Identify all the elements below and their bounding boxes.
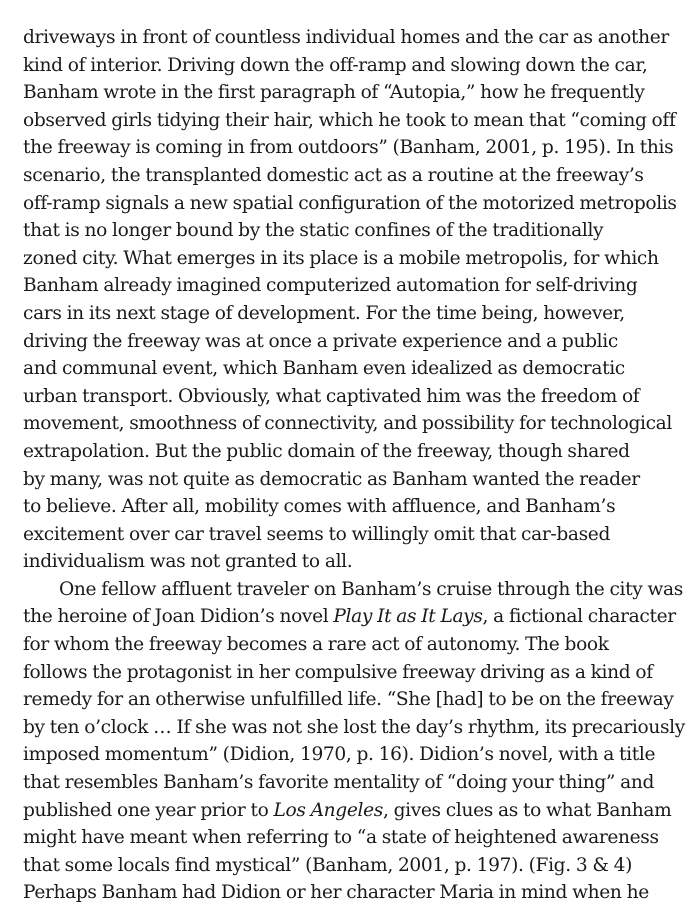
text-segment: , gives clues as to what Banham xyxy=(382,799,672,821)
paragraph-2 xyxy=(23,576,685,907)
text-segment: the freeway is coming in from outdoors” (Banham, 2001, p. 195). In this xyxy=(23,137,674,159)
text-line xyxy=(23,576,683,604)
text-segment: might have meant when referring to “a state of heightened awareness xyxy=(23,827,659,849)
text-line xyxy=(23,355,673,383)
text-line xyxy=(23,217,673,245)
text-line xyxy=(23,659,673,687)
text-line xyxy=(23,162,673,190)
text-line xyxy=(23,631,673,659)
text-line xyxy=(23,824,673,852)
text-segment: excitement over car travel seems to willingly omit that car-based xyxy=(23,523,611,545)
text-segment: off-ramp signals a new spatial configuration of the motorized metropolis xyxy=(23,192,677,214)
text-segment: urban transport. Obviously, what captivated him was the freedom of xyxy=(23,385,640,407)
text-segment: and communal event, which Banham even idealized as democratic xyxy=(23,358,625,380)
text-segment: that resembles Banham’s favorite mentality of “doing your thing” and xyxy=(23,772,655,794)
text-segment: imposed momentum” (Didion, 1970, p. 16). Didion’s novel, with a title xyxy=(23,744,656,766)
text-line xyxy=(23,879,673,907)
text-line xyxy=(23,769,673,797)
text-line xyxy=(23,134,673,162)
text-segment: observed girls tidying their hair, which he took to mean that “coming off xyxy=(23,109,676,131)
text-line xyxy=(23,272,673,300)
text-segment: by ten o’clock … If she was not she lost the day’s rhythm, its precariously xyxy=(23,716,685,738)
text-line xyxy=(23,797,673,825)
text-line xyxy=(23,107,676,135)
text-segment: driving the freeway was at once a private experience and a public xyxy=(23,330,618,352)
text-segment: that some locals find mystical” (Banham, 2001, p. 197). (Fig. 3 & 4) xyxy=(23,854,633,876)
text-line xyxy=(23,493,673,521)
text-segment: , a fictional character xyxy=(482,606,676,628)
text-line xyxy=(23,603,676,631)
text-segment: zoned city. What emerges in its place is a mobile metropolis, for which xyxy=(23,247,659,269)
text-line xyxy=(23,410,673,438)
text-line xyxy=(23,852,673,880)
text-line xyxy=(23,714,685,742)
text-segment: Perhaps Banham had Didion or her character Maria in mind when he xyxy=(23,882,649,904)
text-line xyxy=(23,24,673,52)
text-line xyxy=(23,245,673,273)
text-segment: driveways in front of countless individual homes and the car as another xyxy=(23,27,669,48)
text-line xyxy=(23,190,677,218)
text-line xyxy=(23,79,673,107)
text-segment: cars in its next stage of development. For the time being, however, xyxy=(23,302,625,324)
text-segment: movement, smoothness of connectivity, and possibility for technological xyxy=(23,413,673,435)
text-line xyxy=(23,548,673,576)
text-line xyxy=(23,328,673,356)
text-segment: to believe. After all, mobility comes with affluence, and Banham’s xyxy=(23,496,616,518)
text-line xyxy=(23,466,673,494)
text-line xyxy=(23,741,673,769)
paragraph-1 xyxy=(23,24,677,576)
text-segment: Banham wrote in the first paragraph of “Autopia,” how he frequently xyxy=(23,82,645,104)
text-segment: individualism was not granted to all. xyxy=(23,551,353,573)
text-line xyxy=(23,383,673,411)
text-segment: One fellow affluent traveler on Banham’s cruise through the city was xyxy=(59,578,683,600)
text-segment: for whom the freeway becomes a rare act of autonomy. The book xyxy=(23,634,609,656)
italic-title: Los Angeles xyxy=(273,799,383,821)
text-segment: remedy for an otherwise unfulfilled life. “She [had] to be on the freeway xyxy=(23,689,674,711)
text-segment: follows the protagonist in her compulsive freeway driving as a kind of xyxy=(23,661,653,683)
text-segment: the heroine of Joan Didion’s novel xyxy=(23,606,334,628)
text-line xyxy=(23,52,673,80)
text-line xyxy=(23,300,673,328)
text-segment: Banham already imagined computerized automation for self-driving xyxy=(23,275,638,297)
italic-title: Play It as It Lays xyxy=(333,606,483,628)
document-page xyxy=(23,24,685,907)
text-segment: scenario, the transplanted domestic act as a routine at the freeway’s xyxy=(23,164,644,186)
text-segment: published one year prior to xyxy=(23,799,274,821)
text-segment: that is no longer bound by the static confines of the traditionally xyxy=(23,220,604,242)
text-segment: kind of interior. Driving down the off-ramp and slowing down the car, xyxy=(23,54,648,76)
text-line xyxy=(23,521,673,549)
text-line xyxy=(23,686,673,714)
text-segment: by many, was not quite as democratic as Banham wanted the reader xyxy=(23,468,640,490)
text-line xyxy=(23,438,673,466)
text-segment: extrapolation. But the public domain of the freeway, though shared xyxy=(23,440,630,462)
